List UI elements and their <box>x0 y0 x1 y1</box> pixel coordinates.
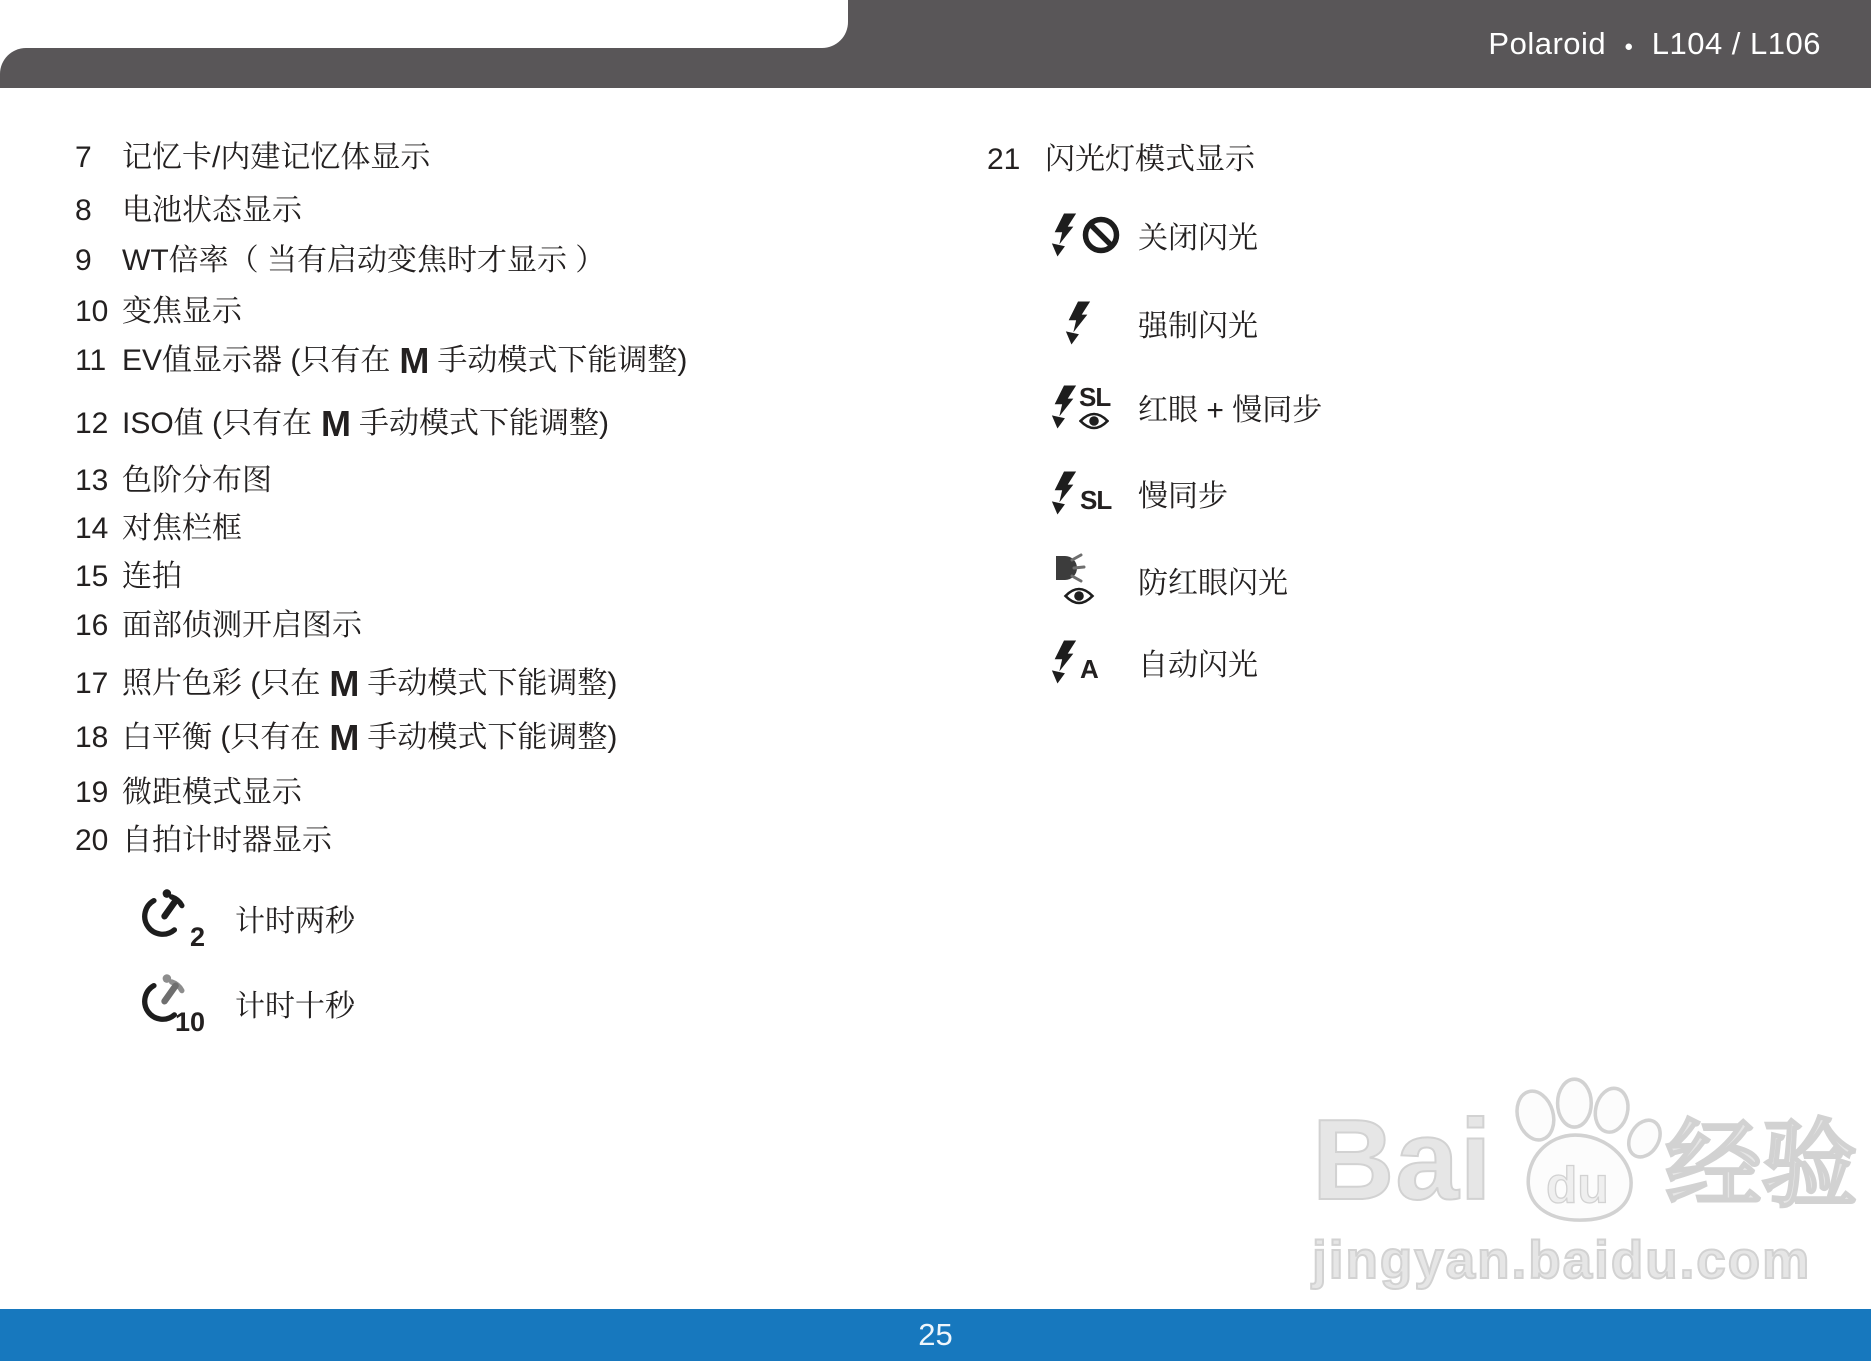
item-text: 照片色彩 (只在 <box>122 667 321 700</box>
flash-off-icon <box>1048 213 1138 257</box>
header-brand <box>1488 0 1821 88</box>
manual-mode-icon: M <box>329 717 359 758</box>
timer-seconds: 2 <box>189 922 205 952</box>
flash-anti-redeye-row <box>1048 552 1288 608</box>
header-bar <box>0 0 1871 88</box>
eye-icon <box>1066 589 1093 603</box>
flash-off-row <box>1048 207 1258 263</box>
footer-bar <box>0 1309 1871 1361</box>
watermark-du: du <box>1546 1155 1610 1214</box>
item-number: 14 <box>75 512 109 545</box>
slow-sync-tag: SL <box>1079 381 1111 412</box>
timer-seconds: 10 <box>174 1007 205 1037</box>
list-item-21 <box>987 139 1255 181</box>
item-text: 手动模式下能调整) <box>367 667 618 700</box>
forced-flash-icon <box>1048 301 1138 345</box>
item-number: 12 <box>75 407 109 440</box>
item-number: 19 <box>75 776 109 809</box>
page-number: 25 <box>918 1317 953 1352</box>
item-text: 色阶分布图 <box>122 464 272 497</box>
item-text: 微距模式显示 <box>122 776 302 809</box>
lightning-bolt-icon <box>1050 471 1078 515</box>
list-item-7 <box>75 137 430 179</box>
list-item-12 <box>75 403 609 445</box>
item-text: 手动模式下能调整) <box>359 407 610 440</box>
list-item-14 <box>75 508 242 550</box>
item-text: 面部侦测开启图示 <box>122 609 362 642</box>
list-item-13 <box>75 460 272 502</box>
item-number: 17 <box>75 667 109 700</box>
flash-mode-label: 慢同步 <box>1138 480 1228 513</box>
flash-redeye-slowsync-row <box>1048 379 1322 435</box>
item-text: 白平衡 (只有在 <box>122 721 321 754</box>
flash-mode-label: 防红眼闪光 <box>1138 567 1288 600</box>
item-text: 自拍计时器显示 <box>122 824 332 857</box>
manual-mode-icon: M <box>399 340 429 381</box>
lightning-bolt-icon <box>1050 213 1078 257</box>
item-text: 变焦显示 <box>122 295 242 328</box>
list-item-15 <box>75 556 182 598</box>
list-item-9 <box>75 240 605 282</box>
item-text: 电池状态显示 <box>122 194 302 227</box>
item-number: 15 <box>75 560 109 593</box>
header-notch <box>0 0 848 48</box>
prohibition-icon <box>1081 215 1121 255</box>
anti-redeye-icon <box>1048 552 1138 608</box>
item-number: 8 <box>75 194 92 227</box>
baidu-watermark <box>1312 1072 1857 1291</box>
auto-flash-tag: A <box>1080 654 1098 684</box>
item-text: 手动模式下能调整) <box>437 344 688 377</box>
list-item-20 <box>75 820 332 862</box>
list-item-11 <box>75 340 687 382</box>
slow-sync-tag: SL <box>1080 485 1112 515</box>
item-text: 闪光灯模式显示 <box>1045 143 1255 176</box>
item-text: 手动模式下能调整) <box>367 721 618 754</box>
item-text: WT倍率（ 当有启动变焦时才显示 ） <box>122 244 606 277</box>
item-number: 11 <box>75 344 107 377</box>
item-text: EV值显示器 (只有在 <box>122 344 391 377</box>
flash-slowsync-row <box>1048 465 1228 521</box>
list-item-19 <box>75 772 302 814</box>
flash-mode-label: 自动闪光 <box>1138 649 1258 682</box>
list-item-16 <box>75 605 362 647</box>
slowsync-icon <box>1048 471 1138 515</box>
watermark-url: jingyan.baidu.com <box>1312 1231 1812 1290</box>
item-text: ISO值 (只有在 <box>122 407 313 440</box>
item-number: 21 <box>987 143 1021 176</box>
lightning-bolt-icon <box>1064 301 1092 345</box>
flash-forced-row <box>1048 295 1258 351</box>
item-number: 20 <box>75 824 109 857</box>
list-item-17 <box>75 663 617 705</box>
manual-mode-icon: M <box>329 663 359 704</box>
item-text: 记忆卡/内建记忆体显示 <box>122 141 431 174</box>
redeye-slowsync-icon <box>1048 381 1138 431</box>
lightning-bolt-icon <box>1050 640 1078 684</box>
timer-10s-icon <box>141 974 205 1037</box>
manual-mode-icon: M <box>321 403 351 444</box>
flash-auto-row <box>1048 634 1258 690</box>
item-number: 10 <box>75 295 109 328</box>
item-text: 连拍 <box>122 560 182 593</box>
timer-2s-icon <box>141 889 205 952</box>
item-number: 7 <box>75 141 92 174</box>
timer-10s-row <box>141 968 355 1038</box>
list-item-10 <box>75 291 242 333</box>
item-number: 9 <box>75 244 92 277</box>
item-number: 13 <box>75 464 109 497</box>
flash-mode-label: 关闭闪光 <box>1138 222 1258 255</box>
list-item-18 <box>75 717 617 759</box>
brand-name: Polaroid <box>1488 26 1607 61</box>
paw-icon <box>1484 1076 1679 1226</box>
timer-label: 计时两秒 <box>235 905 355 938</box>
watermark-jingyan: 经验 <box>1665 1112 1858 1219</box>
timer-label: 计时十秒 <box>235 990 355 1023</box>
flash-mode-label: 红眼 + 慢同步 <box>1138 394 1323 427</box>
header-corner <box>0 48 26 74</box>
item-number: 18 <box>75 721 109 754</box>
bullet-separator-icon: ● <box>1624 37 1634 55</box>
flash-mode-label: 强制闪光 <box>1138 310 1258 343</box>
item-number: 16 <box>75 609 109 642</box>
item-text: 对焦栏框 <box>122 512 242 545</box>
eye-icon <box>1079 411 1109 431</box>
list-item-8 <box>75 190 302 232</box>
lightning-bolt-icon <box>1050 385 1078 429</box>
timer-2s-row <box>141 883 355 953</box>
model-name: L104 / L106 <box>1651 26 1821 61</box>
auto-flash-icon <box>1048 640 1138 684</box>
watermark-brand: Bai <box>1312 1097 1493 1224</box>
